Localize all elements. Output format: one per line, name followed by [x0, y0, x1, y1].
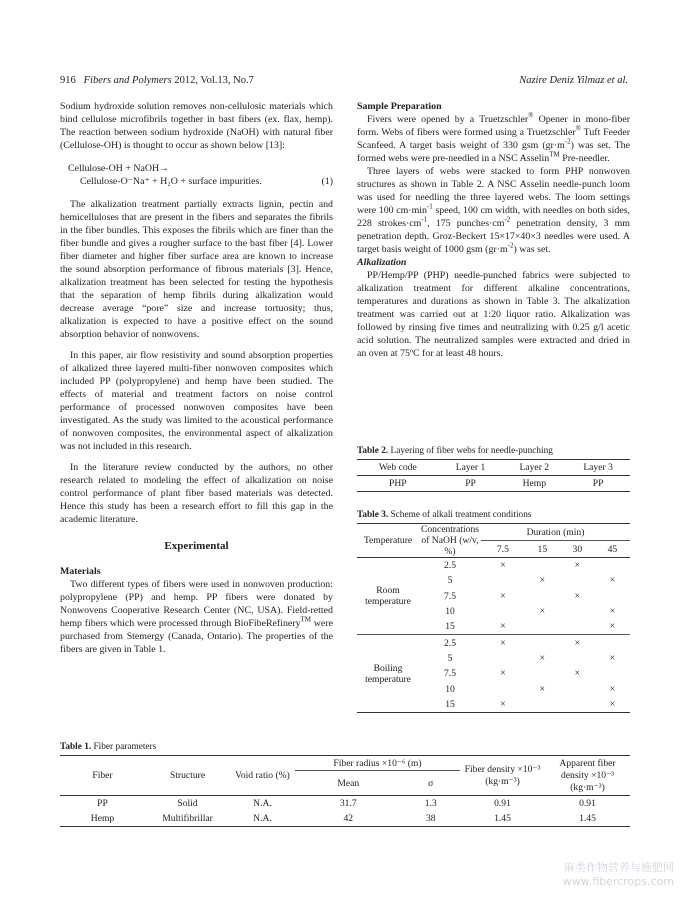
table-header: 30	[572, 543, 583, 555]
subsection-heading: Sample Preparation	[357, 101, 442, 112]
treatment-mark-cell	[481, 651, 525, 666]
treatment-mark-cell: ×	[574, 590, 581, 602]
treatment-mark-cell	[560, 697, 595, 713]
table-header: Web code	[378, 462, 417, 473]
table-header: Structure	[169, 770, 206, 781]
treatment-mark-cell	[525, 589, 560, 604]
running-header	[60, 75, 628, 86]
treatment-mark-cell	[560, 573, 595, 588]
treatment-mark-cell	[481, 681, 525, 696]
table-cell: 1.45	[579, 813, 596, 824]
table-header: Temperature	[363, 535, 413, 546]
table-cell: N.A.	[253, 798, 272, 809]
treatment-mark-cell	[595, 635, 630, 651]
treatment-mark-cell: ×	[500, 621, 506, 633]
concentration-cell: 15	[445, 621, 455, 633]
equation-line-1: Cellulose-OH + NaOH→	[68, 163, 170, 174]
treatment-mark-cell	[560, 604, 595, 619]
table-3	[357, 510, 630, 713]
paragraph: Fivers were opened by a Truetzschler® Opener in mono-fiber form. Webs of fibers were formed using a Truetzschler® Tuft Feeder Scanfeed. A target basis weight of 330 gsm $(gr\cdot m^{-2})$ was set. The formed webs were pre-needled in a NSC Asselin™ Pre-needler.	[357, 111, 631, 164]
concentration-cell: 7.5	[444, 668, 456, 680]
table-header: 45	[607, 543, 618, 555]
treatment-mark-cell	[595, 666, 630, 681]
paragraph: PP/Hemp/PP (PHP) needle-punched fabrics were subjected to alkalization treatment for different alkaline concentrations, temperatures and durations as shown in Table 3. The alkalization treatment was carried out at 1:20 liquor ratio. Alkalization was followed by rinsing five times and neutralizing with 0.25 g/l acetic acid solution. The neutralized samples were extracted and dried in an oven at 75ºC for at least 48 hours.	[357, 270, 630, 359]
treatment-mark-cell	[595, 589, 630, 604]
table-header: Fiber density ×10⁻³ (kg·m⁻³)	[464, 763, 541, 787]
concentration-cell: 5	[447, 575, 453, 587]
treatment-mark-cell	[595, 558, 630, 574]
table-cell: 1.45	[494, 813, 511, 824]
table-header: Apparent fiber density ×10⁻³ (kg·m⁻³)	[559, 757, 616, 793]
table-header: 7.5	[496, 543, 509, 555]
table-cell: 1.3	[424, 798, 437, 809]
concentration-cell: 10	[445, 683, 455, 695]
treatment-mark-cell: ×	[609, 683, 616, 695]
table-cell: PP	[97, 798, 108, 809]
table-header: Fiber	[92, 770, 113, 781]
concentration-cell: 2.5	[444, 637, 456, 649]
treatment-mark-cell: ×	[574, 637, 581, 649]
treatment-mark-cell	[560, 651, 595, 666]
table-header: Mean	[337, 777, 360, 789]
temperature-cell: Boiling temperature	[365, 662, 411, 685]
paragraph: Two different types of fibers were used in nonwoven production: polypropylene (PP) and hemp. PP fibers were donated by Nonwovens Cooperative Research Center (NC, USA). Field-retted hemp fibers which were processed through BioFibeRefinery™ were purchased from Stemergy (Canada, Ontario). The properties of the fibers are given in Table 1.	[60, 579, 333, 655]
paragraph: In this paper, air flow resistivity and sound absorption properties of alkalized three layered multi-fiber nonwoven composites which included PP (polypropylene) and hemp have been studied. The effects of material and treatment factors on noise control performance of processed nonwoven composites have been investigated. As the study was limited to the acoustical performance of nonwoven composites, the environmental aspect of alkalization was not included in this research.	[60, 350, 333, 452]
treatment-mark-cell: ×	[539, 575, 546, 587]
concentration-cell: 7.5	[444, 590, 456, 602]
table-cell: Hemp	[90, 813, 115, 824]
table-cell: 38	[425, 813, 436, 824]
treatment-mark-cell: ×	[539, 652, 546, 664]
table-row	[357, 558, 630, 574]
treatment-mark-cell: ×	[574, 668, 581, 680]
treatment-mark-cell: ×	[609, 652, 616, 664]
table-cell: 31.7	[339, 798, 357, 809]
temperature-cell: Room temperature	[365, 585, 411, 608]
treatment-mark-cell: ×	[500, 590, 506, 602]
watermark-line: www.fibercrops.com	[562, 875, 674, 888]
table-1	[60, 742, 630, 827]
table-cell: Multifibrillar	[162, 813, 213, 824]
treatment-mark-cell	[560, 619, 595, 635]
table-cell: 0.91	[494, 798, 511, 809]
treatment-mark-cell	[525, 558, 560, 574]
equation-number: (1)	[321, 176, 333, 187]
table-cell: PHP	[389, 478, 407, 489]
concentration-cell: 2.5	[444, 560, 456, 572]
subsection-heading: Materials	[60, 566, 101, 577]
table-row	[357, 476, 630, 492]
table-header-row	[357, 460, 630, 476]
table-row	[60, 811, 630, 827]
treatment-mark-cell: ×	[500, 698, 506, 710]
paragraph: Three layers of webs were stacked to form PHP nonwoven structures as shown in Table 2. A NSC Asselin needle-punch loom was used for needling the three layered webs. The loom settings were 100 $cm\cdot\min^{-1}$ speed, 100 cm width, with needles on both sides, 228 $strokes\cdot cm^{-1}$, 175 $punches\cdot cm^{-2}$ penetration density, 3 mm penetration depth. Groz-Beckert 15×17×40×3 needles were used. A target basis weight of 1000 gsm $(gr\cdot m^{-2})$ was set.	[357, 166, 631, 255]
table-2	[357, 446, 630, 492]
table-header: Fiber radius ×10⁻⁶ (m)	[295, 756, 460, 771]
journal-volume: 2012, Vol.13, No.7	[174, 75, 254, 86]
table-header: Void ratio (%)	[235, 769, 290, 781]
table-caption: Table 3. Scheme of alkali treatment conditions	[357, 510, 532, 520]
table-cell: 0.91	[579, 798, 596, 809]
treatment-mark-cell: ×	[539, 606, 546, 618]
subsection-heading: Alkalization	[357, 257, 407, 268]
equation-1	[68, 162, 333, 188]
treatment-mark-cell: ×	[500, 668, 506, 680]
table-header: Duration (min)	[481, 524, 630, 541]
treatment-mark-cell: ×	[609, 575, 616, 587]
equation-line-2: Cellulose-O⁻Na⁺ + H₂O + surface impurities.	[80, 176, 262, 187]
concentration-cell: 10	[445, 606, 455, 618]
treatment-mark-cell: ×	[609, 606, 616, 618]
table-header: σ	[428, 777, 434, 789]
treatment-mark-cell	[481, 604, 525, 619]
treatment-mark-cell	[525, 619, 560, 635]
table-cell: 42	[343, 813, 354, 824]
treatment-mark-cell	[525, 666, 560, 681]
table-header: Concentrations of NaOH (w/v, %)	[420, 524, 480, 557]
treatment-mark-cell: ×	[500, 637, 506, 649]
concentration-cell: 5	[447, 652, 453, 664]
treatment-mark-cell: ×	[574, 560, 581, 572]
watermark-line: 麻类作物营养与施肥网	[564, 861, 674, 874]
table-cell: PP	[592, 478, 604, 489]
concentration-cell: 15	[445, 698, 455, 710]
table-header: Layer 2	[519, 462, 550, 473]
table-body	[357, 558, 630, 713]
header-left	[60, 75, 254, 86]
table-header: 15	[537, 543, 548, 555]
paragraph: In the literature review conducted by the authors, no other research related to modeling the effect of alkalization on noise control performance of plant fiber based materials was detected. Hence this study has been a research effort to fill this gap in the academic literature.	[60, 462, 333, 525]
treatment-mark-cell: ×	[609, 621, 616, 633]
table-cell: N.A.	[253, 813, 272, 824]
table-cell: PP	[465, 478, 476, 489]
treatment-mark-cell: ×	[500, 560, 506, 572]
journal-name: Fibers and Polymers	[83, 75, 172, 86]
table-row	[60, 796, 630, 812]
treatment-mark-cell: ×	[539, 683, 546, 695]
table-caption: Table 2. Layering of fiber webs for needle-punching	[357, 446, 553, 456]
table-header: Layer 3	[583, 462, 613, 473]
table-header: Layer 1	[455, 462, 486, 473]
treatment-mark-cell	[560, 681, 595, 696]
table-row	[357, 635, 630, 651]
treatment-mark-cell: ×	[609, 698, 616, 710]
page-number: 916	[60, 75, 76, 86]
watermark	[563, 861, 674, 889]
treatment-mark-cell	[525, 635, 560, 651]
section-heading: Experimental	[164, 540, 229, 552]
right-column	[357, 100, 630, 360]
paragraph: Sodium hydroxide solution removes non-cellulosic materials which bind cellulose microfibrils together in bast fibers (ex. flax, hemp). The reaction between sodium hydroxide (NaOH) with natural fiber (Cellulose-OH) is thought to occur as shown below [13]:	[60, 101, 333, 151]
left-column	[60, 100, 333, 656]
table-caption: Table 1. Fiber parameters	[60, 742, 157, 752]
header-authors: Nazire Deniz Yilmaz et al.	[519, 75, 628, 86]
treatment-mark-cell	[525, 697, 560, 713]
table-cell: Hemp	[522, 478, 547, 489]
table-cell: Solid	[177, 798, 198, 809]
treatment-mark-cell	[481, 573, 525, 588]
paragraph: The alkalization treatment partially extracts lignin, pectin and hemicelluloses that are present in the fibers and separates the fibrils in the fiber bundles. This exposes the fibrils which are finer than the fiber bundle and gives a rougher surface to the bast fiber [4]. Lower fiber diameter and higher fiber surface area are known to increase the sound absorption performance of fibrous materials [3]. Hence, alkalization treatment has been selected for testing the hypothesis that the separation of hemp fibrils during alkalization would decrease average “pore” size and increase tortuosity; thus, alkalization is expected to have a positive effect on the sound absorption behavior of nonwovens.	[60, 199, 333, 340]
